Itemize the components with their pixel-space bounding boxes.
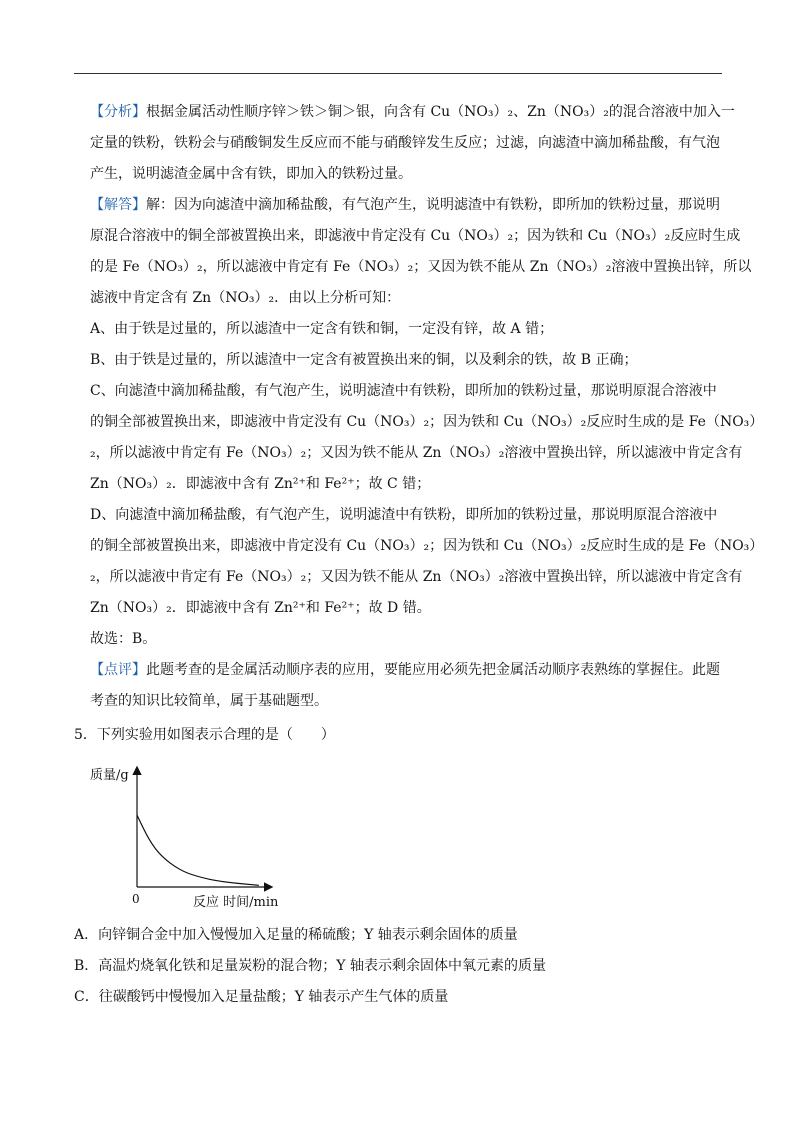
comment-tag: 【点评】 xyxy=(90,662,146,678)
solution-option-d-2: 的铜全部被置换出来，即滤液中肯定没有 Cu（NO₃）₂；因为铁和 Cu（NO₃）₂反应时生成的是 Fe（NO₃） xyxy=(90,538,764,554)
solution-option-c-2: 的铜全部被置换出来，即滤液中肯定没有 Cu（NO₃）₂；因为铁和 Cu（NO₃）₂反应时生成的是 Fe（NO₃） xyxy=(90,414,764,430)
solution-line-2: 原混合溶液中的铜全部被置换出来，即滤液中肯定没有 Cu（NO₃）₂；因为铁和 Cu（NO₃）₂反应时生成 xyxy=(90,228,741,244)
solution-option-a: A、由于铁是过量的，所以滤渣中一定含有铁和铜，一定没有锌，故 A 错； xyxy=(90,321,554,337)
solution-option-d-1: D、向滤渣中滴加稀盐酸，有气泡产生，说明滤渣中有铁粉，即所加的铁粉过量，那说明原混合溶液中 xyxy=(90,507,718,523)
header-rule xyxy=(74,73,722,74)
solution-option-d-4: Zn（NO₃）₂．即滤液中含有 Zn²⁺和 Fe²⁺；故 D 错。 xyxy=(90,600,431,616)
analysis-line-3: 产生，说明滤渣金属中含有铁，即加入的铁粉过量。 xyxy=(90,166,412,182)
solution-answer: 故选：B。 xyxy=(90,631,157,647)
x-axis-label: 反应 时间/min xyxy=(193,895,279,910)
question-5-chart xyxy=(85,760,295,910)
solution-line-3: 的是 Fe（NO₃）₂，所以滤液中肯定有 Fe（NO₃）₂；又因为铁不能从 Zn（NO₃）₂溶液中置换出锌，所以 xyxy=(90,259,752,275)
solution-line-1: 【解答】解：因为向滤渣中滴加稀盐酸，有气泡产生，说明滤渣中有铁粉，即所加的铁粉过量，那说明 xyxy=(90,197,720,213)
analysis-line-1: 【分析】根据金属活动性顺序锌＞铁＞铜＞银，向含有 Cu（NO₃）₂、Zn（NO₃）₂的混合溶液中加入一 xyxy=(90,104,735,120)
analysis-tag: 【分析】 xyxy=(90,104,146,120)
solution-option-c-4: Zn（NO₃）₂．即滤液中含有 Zn²⁺和 Fe²⁺；故 C 错； xyxy=(90,476,431,492)
solution-option-c-3: ₂，所以滤液中肯定有 Fe（NO₃）₂；又因为铁不能从 Zn（NO₃）₂溶液中置换出锌，所以滤液中肯定含有 xyxy=(90,445,743,461)
solution-tag: 【解答】 xyxy=(90,197,146,213)
question-5-option-b: B．高温灼烧氧化铁和足量炭粉的混合物；Y 轴表示剩余固体中氧元素的质量 xyxy=(74,958,546,974)
solution-option-b: B、由于铁是过量的，所以滤渣中一定含有被置换出来的铜，以及剩余的铁，故 B 正确； xyxy=(90,352,638,368)
question-5-option-c: C．往碳酸钙中慢慢加入足量盐酸；Y 轴表示产生气体的质量 xyxy=(74,989,449,1005)
series-line xyxy=(137,815,259,885)
origin-label: 0 xyxy=(132,892,140,906)
comment-line-1: 【点评】此题考查的是金属活动顺序表的应用，要能应用必须先把金属活动顺序表熟练的掌握住。此题 xyxy=(90,662,720,678)
question-5-option-a: A．向锌铜合金中加入慢慢加入足量的稀硫酸；Y 轴表示剩余固体的质量 xyxy=(74,927,518,943)
solution-option-d-3: ₂，所以滤液中肯定有 Fe（NO₃）₂；又因为铁不能从 Zn（NO₃）₂溶液中置换出锌，所以滤液中肯定含有 xyxy=(90,569,743,585)
solution-line-4: 滤液中肯定含有 Zn（NO₃）₂．由以上分析可知： xyxy=(90,290,401,306)
analysis-line-2: 定量的铁粉，铁粉会与硝酸铜发生反应而不能与硝酸锌发生反应；过滤，向滤渣中滴加稀盐酸，有气泡 xyxy=(90,135,720,151)
y-axis-label: 质量/g xyxy=(90,768,129,783)
question-5-stem: 5．下列实验用如图表示合理的是（ ） xyxy=(74,727,335,743)
comment-line-2: 考查的知识比较简单，属于基础题型。 xyxy=(90,693,328,709)
solution-option-c-1: C、向滤渣中滴加稀盐酸，有气泡产生，说明滤渣中有铁粉，即所加的铁粉过量，那说明原混合溶液中 xyxy=(90,383,717,399)
